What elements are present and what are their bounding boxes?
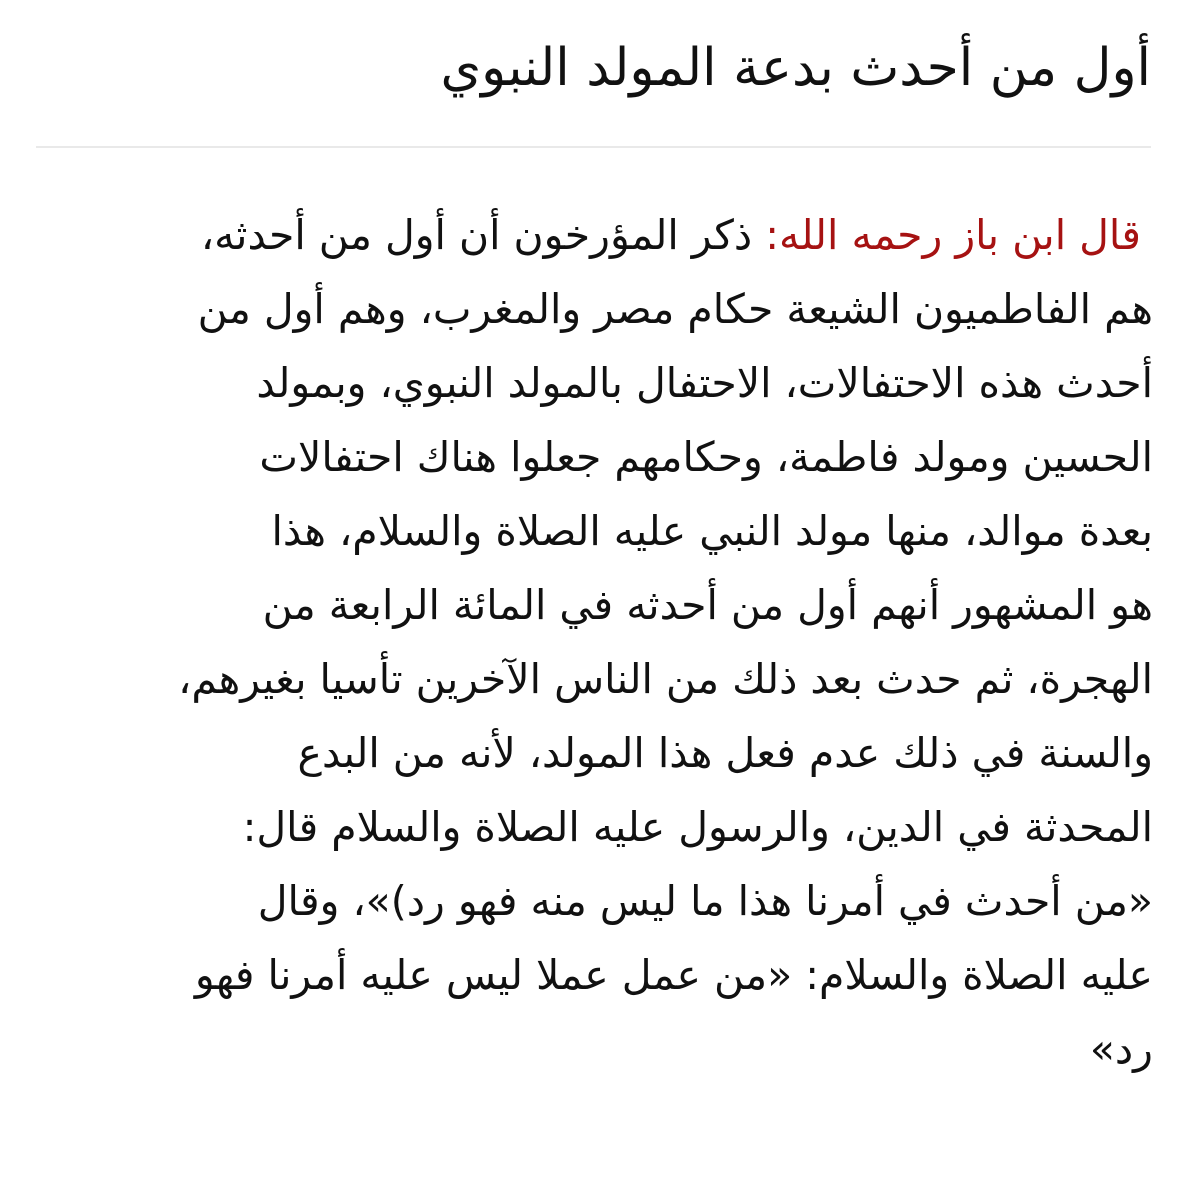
body-line-9: المحدثة في الدين، والرسول عليه الصلاة والسلام قال: bbox=[242, 803, 1153, 851]
body-line-1-text: ذكر المؤرخون أن أول من أحدثه، bbox=[200, 211, 766, 259]
body-line-2: هم الفاطميون الشيعة حكام مصر والمغرب، وهم أول من bbox=[197, 285, 1153, 333]
body-line-1 bbox=[36, 198, 1153, 272]
article-body bbox=[36, 198, 1153, 1086]
article-title: أول من أحدث بدعة المولد النبوي bbox=[440, 38, 1151, 98]
body-line-10: «من أحدث في أمرنا هذا ما ليس منه فهو رد)»، وقال bbox=[257, 877, 1153, 925]
body-line-11: عليه الصلاة والسلام: «من عمل عملا ليس عليه أمرنا فهو bbox=[194, 951, 1153, 999]
body-line-6: هو المشهور أنهم أول من أحدثه في المائة الرابعة من bbox=[262, 581, 1153, 629]
body-line-3: أحدث هذه الاحتفالات، الاحتفال بالمولد النبوي، وبمولد bbox=[256, 359, 1153, 407]
body-line-7: الهجرة، ثم حدث بعد ذلك من الناس الآخرين تأسيا بغيرهم، bbox=[178, 655, 1153, 703]
title-divider bbox=[36, 146, 1151, 148]
body-line-12: رد» bbox=[1089, 1025, 1153, 1073]
body-line-4: الحسين ومولد فاطمة، وحكامهم جعلوا هناك احتفالات bbox=[259, 433, 1153, 481]
speaker-attribution: قال ابن باز رحمه الله: bbox=[765, 211, 1141, 259]
body-line-8: والسنة في ذلك عدم فعل هذا المولد، لأنه من البدع bbox=[297, 729, 1153, 777]
body-line-5: بعدة موالد، منها مولد النبي عليه الصلاة والسلام، هذا bbox=[271, 507, 1153, 555]
